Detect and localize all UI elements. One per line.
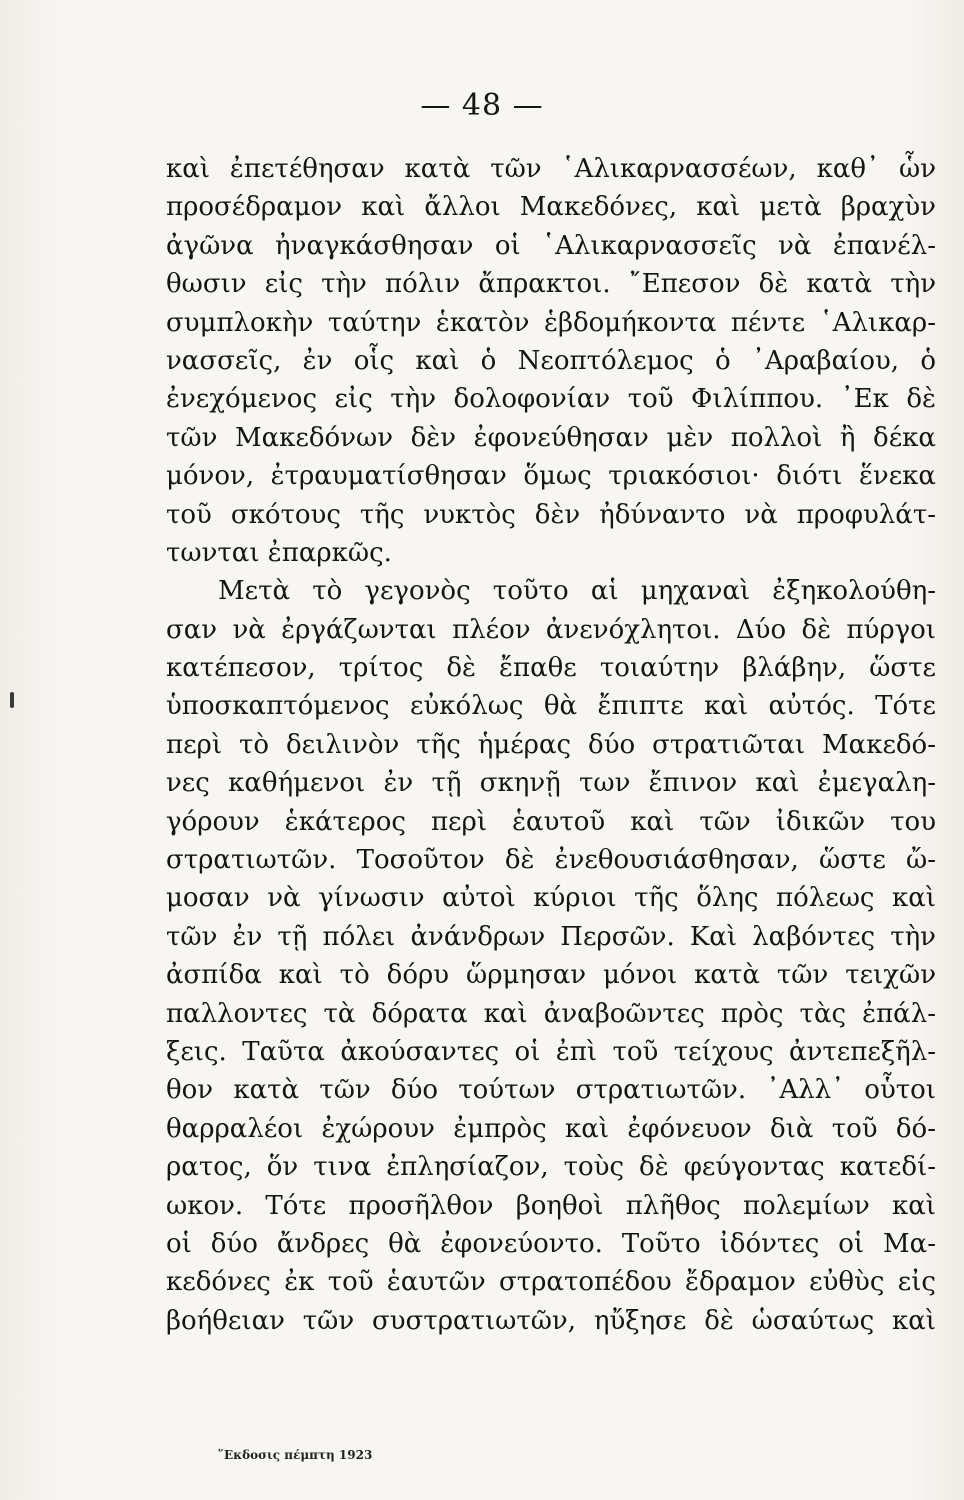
text-line: ωκον. Τότε προσῆλθον βοηθοὶ πλῆθος πολεμίων καὶ [166, 1190, 936, 1221]
text-line: κατέπεσον, τρίτος δὲ ἔπαθε τοιαύτην βλάβην, ὥστε [166, 653, 936, 684]
text-line: ξεις. Ταῦτα ἀκούσαντες οἱ ἐπὶ τοῦ τείχους ἀντεπεξῆλ- [166, 1036, 936, 1067]
text-line: θωσιν εἰς τὴν πόλιν ἄπρακτοι. ῎Επεσον δὲ κατὰ τὴν [166, 269, 936, 300]
text-line: σαν νὰ ἐργάζωνται πλέον ἀνενόχλητοι. Δύο δὲ πύργοι [166, 614, 936, 645]
edition-footnote: ῞Εκδοσις πέμπτη 1923 [218, 1448, 373, 1462]
text-line: ἀγῶνα ἠναγκάσθησαν οἱ ῾Αλικαρνασσεῖς νὰ ἐπανέλ- [166, 230, 936, 261]
text-line: θον κατὰ τῶν δύο τούτων στρατιωτῶν. ᾿Αλλ᾿ οὗτοι [166, 1075, 936, 1106]
text-line: τωνται ἐπαρκῶς. [166, 537, 392, 568]
text-line: ὑποσκαπτόμενος εὐκόλως θὰ ἔπιπτε καὶ αὐτός. Τότε [166, 691, 936, 722]
text-line: στρατιωτῶν. Τοσοῦτον δὲ ἐνεθουσιάσθησαν, ὥστε ὤ- [166, 845, 936, 876]
text-line: θαρραλέοι ἐχώρουν ἐμπρὸς καὶ ἐφόνευον διὰ τοῦ δό- [166, 1113, 936, 1144]
text-line: γόρουν ἑκάτερος περὶ ἑαυτοῦ καὶ τῶν ἰδικῶν του [166, 806, 936, 837]
body-text [166, 150, 936, 1340]
text-line: μοσαν νὰ γίνωσιν αὐτοὶ κύριοι τῆς ὅλης πόλεως καὶ [166, 883, 936, 914]
text-line: ἀσπίδα καὶ τὸ δόρυ ὥρμησαν μόνοι κατὰ τῶν τειχῶν [166, 960, 936, 991]
text-line: παλλοντες τὰ δόρατα καὶ ἀναβοῶντες πρὸς τὰς ἐπάλ- [166, 998, 936, 1029]
text-line: νασσεῖς, ἐν οἷς καὶ ὁ Νεοπτόλεμος ὁ ᾿Αραβαίου, ὁ [166, 345, 936, 376]
text-line: ρατος, ὅν τινα ἐπλησίαζον, τοὺς δὲ φεύγοντας κατεδί- [166, 1152, 936, 1183]
text-line: νες καθήμενοι ἐν τῇ σκηνῇ των ἔπινον καὶ ἐμεγαλη- [166, 768, 936, 799]
text-line: ἐνεχόμενος εἰς τὴν δολοφονίαν τοῦ Φιλίππου. ᾿Εκ δὲ [166, 384, 936, 415]
text-line: περὶ τὸ δειλινὸν τῆς ἡμέρας δύο στρατιῶται Μακεδό- [166, 729, 936, 760]
margin-ink-mark [10, 692, 14, 708]
text-line: κεδόνες ἐκ τοῦ ἑαυτῶν στρατοπέδου ἔδραμον εὐθὺς εἰς [166, 1267, 936, 1298]
text-line: βοήθειαν τῶν συστρατιωτῶν, ηὔξησε δὲ ὡσαύτως καὶ [166, 1305, 936, 1336]
text-line: καὶ ἐπετέθησαν κατὰ τῶν ῾Αλικαρνασσέων, καθ᾿ ὧν [166, 154, 936, 184]
text-line: προσέδραμον καὶ ἄλλοι Μακεδόνες, καὶ μετὰ βραχὺν [166, 192, 936, 223]
text-line: μόνον, ἐτραυματίσθησαν ὅμως τριακόσιοι· διότι ἕνεκα [166, 461, 936, 492]
text-line: συμπλοκὴν ταύτην ἑκατὸν ἑβδομήκοντα πέντε ῾Αλικαρ- [166, 307, 936, 338]
text-line: τῶν Μακεδόνων δὲν ἐφονεύθησαν μὲν πολλοὶ ἢ δέκα [166, 422, 936, 453]
text-line-paragraph-start: Μετὰ τὸ γεγονὸς τοῦτο αἱ μηχαναὶ ἐξηκολούθη- [218, 576, 936, 607]
page-number: — 48 — [420, 88, 544, 123]
text-line: οἱ δύο ἄνδρες θὰ ἐφονεύοντο. Τοῦτο ἰδόντες οἱ Μα- [166, 1228, 936, 1259]
text-line: τῶν ἐν τῇ πόλει ἀνάνδρων Περσῶν. Καὶ λαβόντες τὴν [166, 921, 936, 952]
text-line: τοῦ σκότους τῆς νυκτὸς δὲν ἠδύναντο νὰ προφυλάτ- [166, 499, 936, 530]
